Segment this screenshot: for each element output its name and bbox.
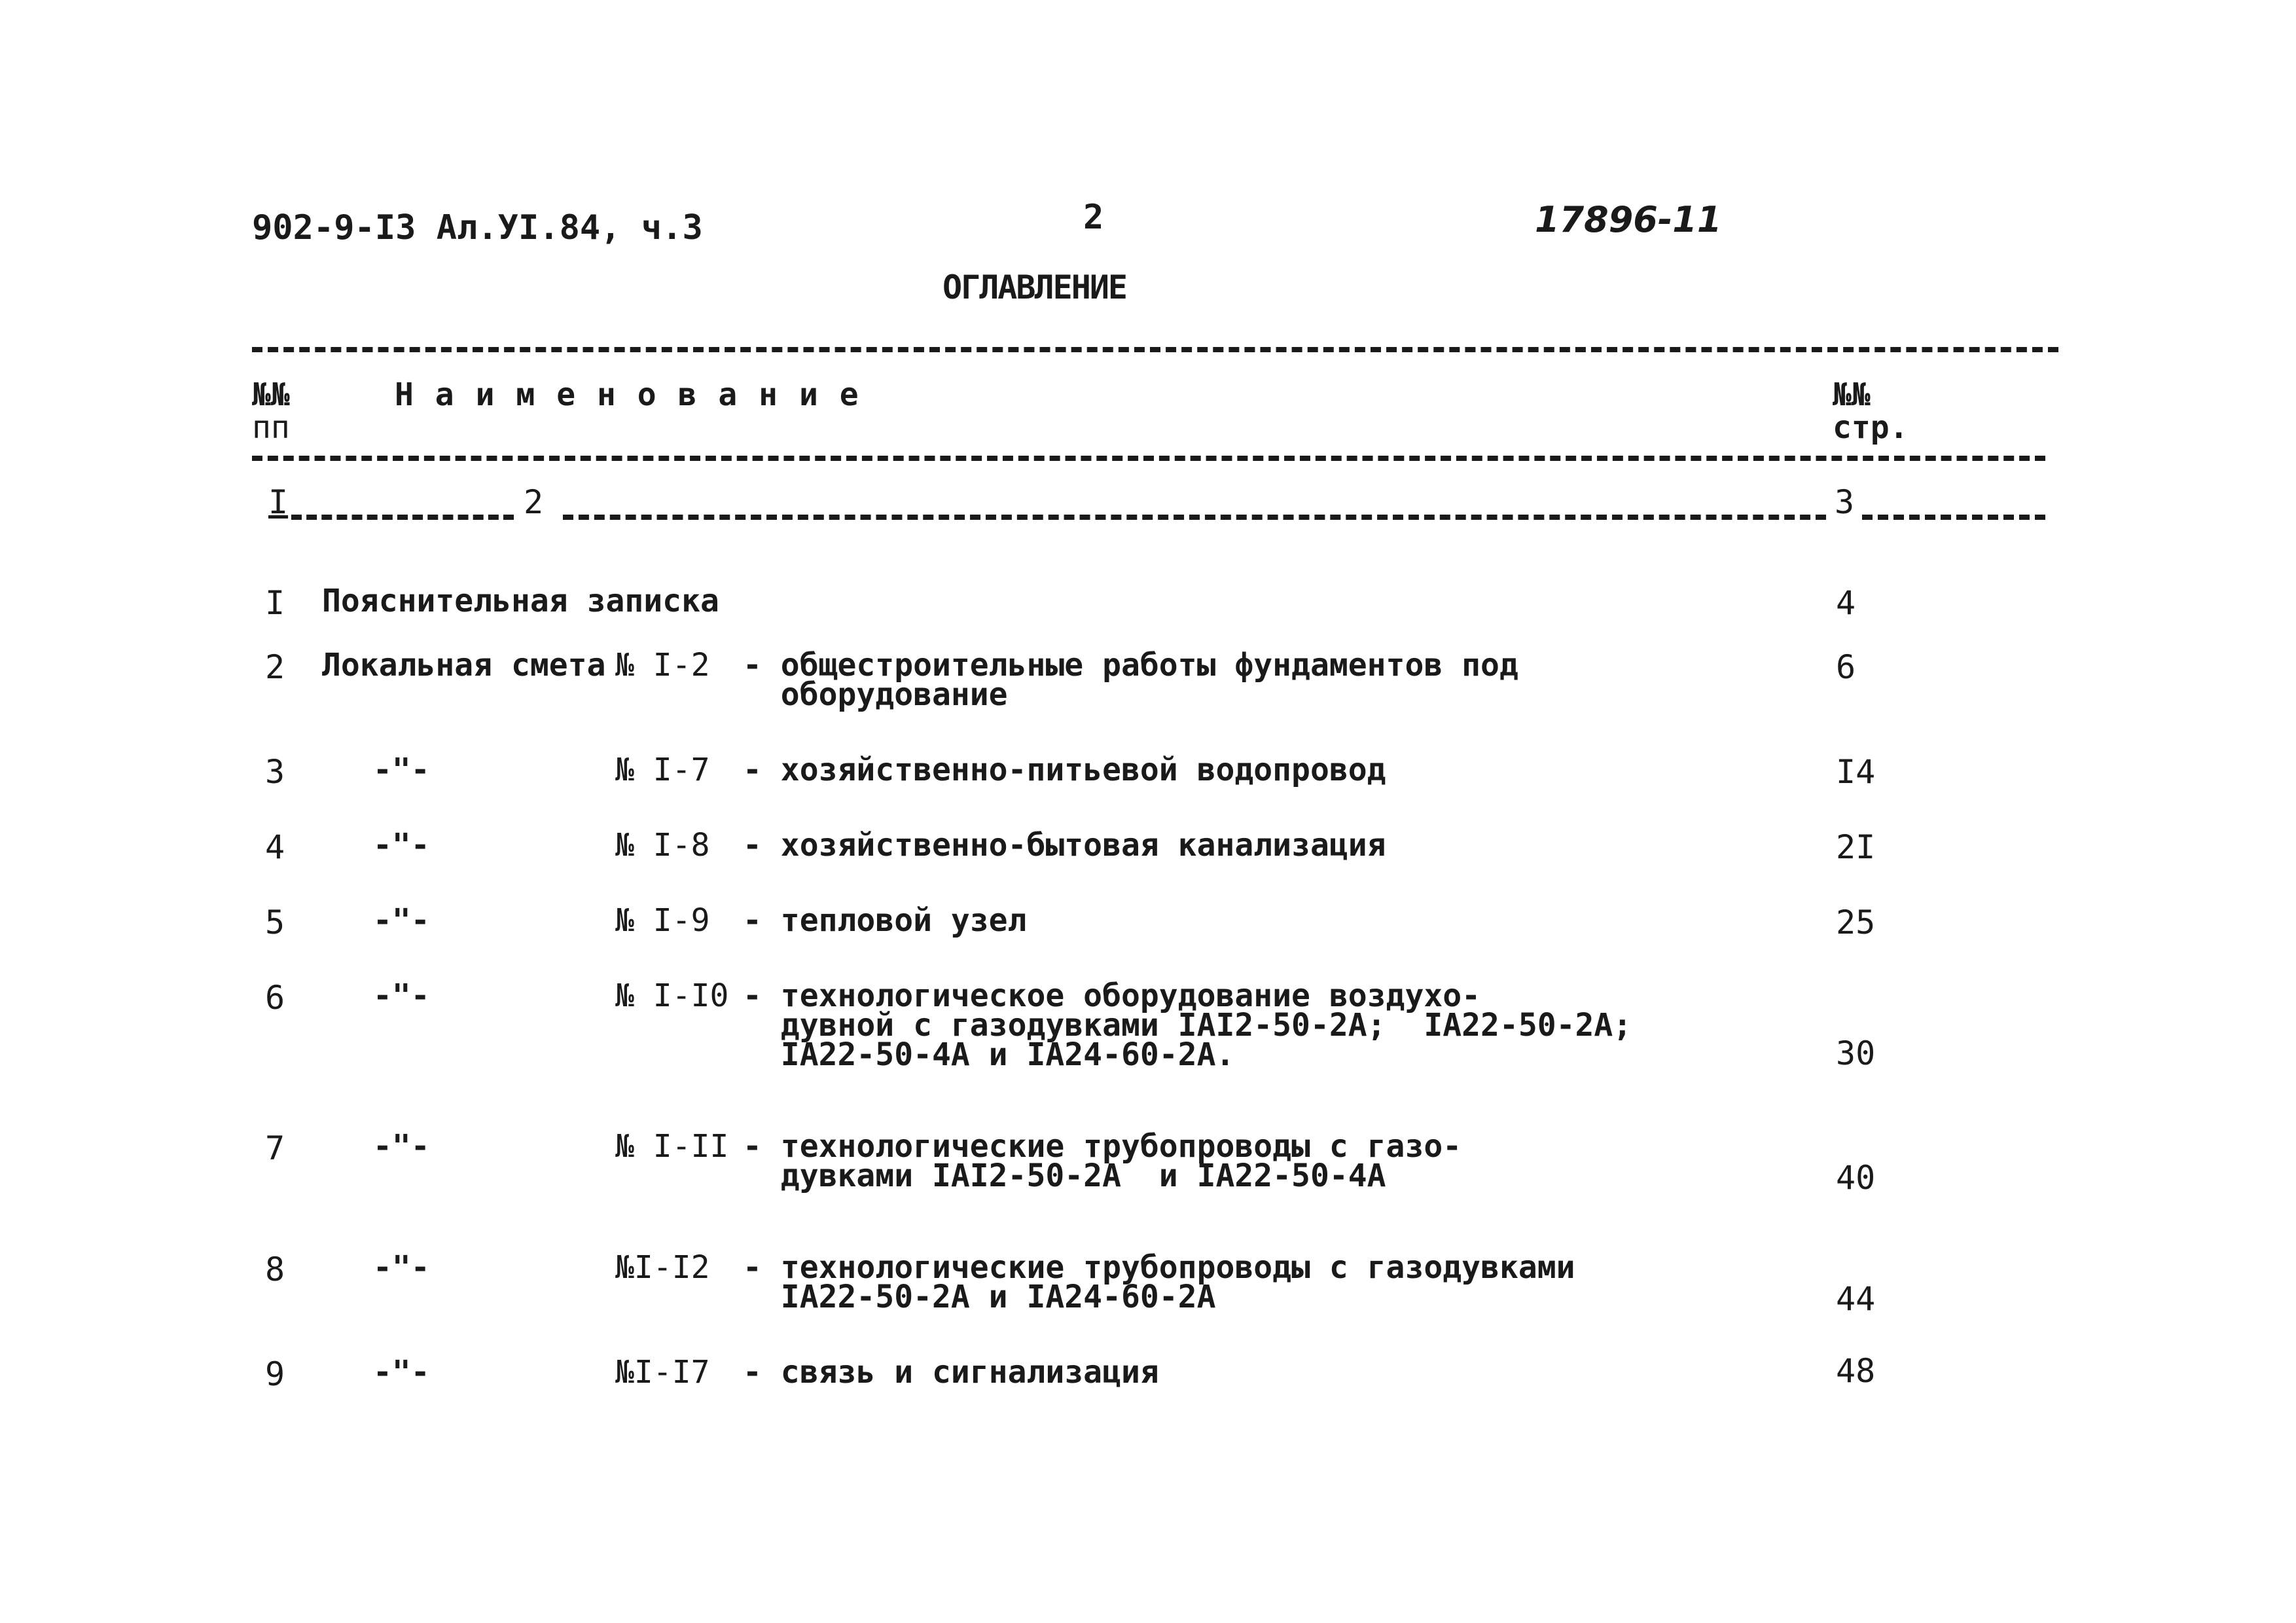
row-page-number: I4 [1836,753,1876,791]
row-number: 2 [265,648,285,686]
row-document-type: -"- [373,1354,430,1391]
row-page-number: 6 [1836,648,1856,686]
row-document-type: -"- [373,752,430,788]
row-number: 8 [265,1250,285,1288]
row-document-type: -"- [373,1249,430,1286]
row-number: 5 [265,903,285,941]
row-description-line: оборудование [743,676,1008,713]
row-estimate-number: № I-II [615,1128,729,1165]
index-rule-segment-2 [563,515,1826,520]
index-rule-segment-1 [291,515,514,520]
row-estimate-number: №I-I7 [615,1354,710,1391]
row-estimate-number: № I-8 [615,827,710,864]
column-header-name: Н а и м е н о в а н и е [395,376,860,413]
index-rule-segment-3 [1862,515,2045,520]
row-number: 4 [265,828,285,866]
row-description [743,977,1632,1073]
document-code: 902-9-I3 Ал.УI.84, ч.3 [252,208,703,247]
row-description [743,827,1386,864]
column-header-number-line1: №№ [252,376,290,413]
row-description-line: дувной с газодувками IAI2-50-2A; IA22-50-2A; [743,1007,1632,1044]
row-page-number: 30 [1836,1034,1876,1072]
row-description [743,647,1518,713]
row-document-type: -"- [373,827,430,864]
column-index-2: 2 [524,483,544,521]
row-page-number: 40 [1836,1159,1876,1197]
row-description-line: - тепловой узел [743,902,1027,939]
row-number: 7 [265,1129,285,1167]
row-estimate-number: № I-I0 [615,977,729,1014]
column-index-3: 3 [1835,483,1855,521]
row-estimate-number: № I-7 [615,752,710,788]
row-description-line: дувками IAI2-50-2A и IA22-50-4A [743,1158,1386,1194]
row-description [743,752,1386,788]
page-number: 2 [1083,198,1104,237]
row-page-number: 44 [1836,1280,1876,1318]
row-document-type: -"- [373,977,430,1014]
row-description-line: - связь и сигнализация [743,1354,1159,1391]
row-description-line: - хозяйственно-питьевой водопровод [743,752,1386,788]
row-document-type: -"- [373,902,430,939]
row-document-type: -"- [373,1128,430,1165]
page-title: ОГЛАВЛЕНИЕ [942,268,1127,306]
row-estimate-number: №I-I2 [615,1249,710,1286]
column-header-page [1833,378,1909,445]
row-document-type: Локальная смета [322,647,606,684]
archive-number: 17896-11 [1535,199,1722,240]
row-page-number: 4 [1836,584,1856,622]
row-number: 6 [265,979,285,1017]
row-description [743,1128,1462,1194]
column-index-1: I [268,483,289,521]
row-description-line: IA22-50-4A и IA24-60-2A. [743,1036,1235,1073]
row-number: I [265,584,285,622]
row-estimate-number: № I-2 [615,647,710,684]
row-description-line: - общестроительные работы фундаментов под [743,647,1518,684]
row-page-number: 2I [1836,828,1876,866]
row-description-line: - технологическое оборудование воздухо- [743,977,1481,1014]
row-description-line: IA22-50-2A и IA24-60-2A [743,1279,1216,1315]
row-estimate-number: № I-9 [615,902,710,939]
table-header-rule [252,456,2045,461]
row-page-number: 48 [1836,1352,1876,1390]
row-description [743,1354,1159,1391]
table-top-rule [252,347,2058,352]
row-description-line: - хозяйственно-бытовая канализация [743,827,1386,864]
column-header-page-line2: стр. [1833,409,1909,447]
column-header-number-line2: пп [252,409,290,447]
row-number: 9 [265,1355,285,1393]
row-document-type: Пояснительная записка [322,583,719,619]
row-page-number: 25 [1836,903,1876,941]
row-description [743,902,1027,939]
row-description-line: - технологические трубопроводы с газодувками [743,1249,1575,1286]
column-header-number [252,378,290,445]
row-description-line: - технологические трубопроводы с газо- [743,1128,1462,1165]
row-number: 3 [265,753,285,791]
column-header-page-line1: №№ [1833,376,1871,413]
row-description [743,1249,1575,1315]
